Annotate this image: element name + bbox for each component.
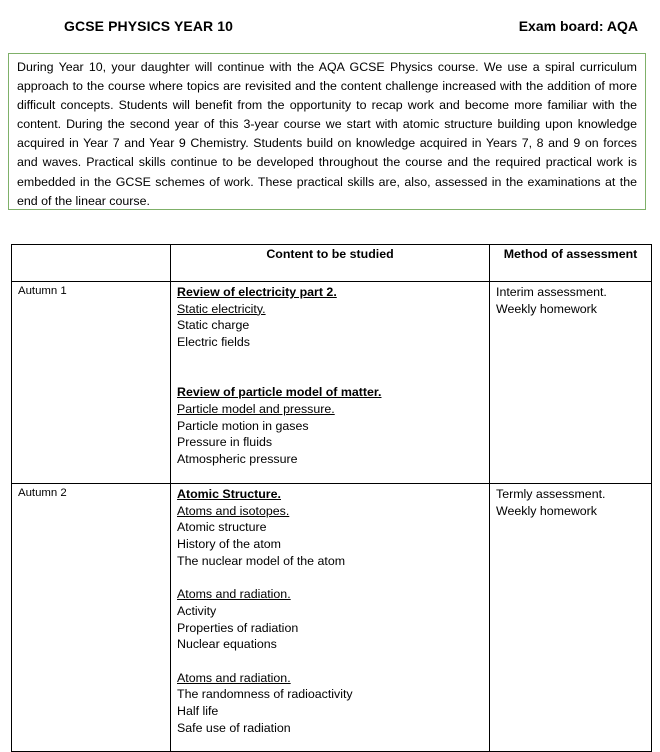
- table-row: [12, 484, 652, 752]
- topic-item: Properties of radiation: [177, 620, 299, 635]
- table-header-row: [12, 245, 652, 282]
- topic-item: Pressure in fluids: [177, 435, 273, 450]
- spacer: [177, 351, 483, 368]
- topic-item: Atomic structure: [177, 520, 267, 535]
- topic-item: The randomness of radioactivity: [177, 687, 353, 702]
- curriculum-table: [11, 244, 652, 752]
- term-column-header: [12, 245, 171, 282]
- topic-heading: Atomic Structure.: [177, 487, 281, 501]
- assessment-item: Weekly homework: [496, 301, 597, 316]
- spacer: [177, 570, 483, 587]
- topic-item: The nuclear model of the atom: [177, 553, 346, 568]
- assessment-column-header: Method of assessment: [490, 245, 652, 282]
- table-row: [12, 282, 652, 484]
- spacer: [177, 368, 483, 385]
- term-cell: Autumn 2: [12, 484, 171, 752]
- topic-item: Particle motion in gases: [177, 418, 309, 433]
- topic-item: History of the atom: [177, 537, 281, 552]
- topic-item: Electric fields: [177, 335, 250, 350]
- assessment-item: Termly assessment.: [496, 487, 606, 501]
- spacer: [177, 653, 483, 670]
- topic-subheading: Static electricity.: [177, 301, 266, 316]
- page-header: [10, 0, 650, 44]
- content-cell: [171, 484, 490, 752]
- assessment-item: Interim assessment.: [496, 285, 607, 299]
- topic-subheading: Particle model and pressure.: [177, 401, 335, 416]
- content-column-header: Content to be studied: [171, 245, 490, 282]
- exam-board-label: Exam board: AQA: [518, 18, 638, 34]
- content-cell: [171, 282, 490, 484]
- topic-item: Static charge: [177, 318, 250, 333]
- topic-item: Nuclear equations: [177, 637, 277, 652]
- topic-subheading: Atoms and radiation.: [177, 670, 291, 685]
- term-cell: Autumn 1: [12, 282, 171, 484]
- page-title: GCSE PHYSICS YEAR 10: [64, 18, 234, 34]
- assessment-item: Weekly homework: [496, 503, 597, 518]
- topic-item: Atmospheric pressure: [177, 452, 298, 466]
- topic-subheading: Atoms and isotopes.: [177, 503, 290, 518]
- topic-item: Safe use of radiation: [177, 720, 291, 735]
- assessment-cell: [490, 484, 652, 752]
- topic-item: Activity: [177, 603, 217, 618]
- topic-item: Half life: [177, 704, 219, 719]
- assessment-cell: [490, 282, 652, 484]
- topic-heading: Review of particle model of matter.: [177, 385, 382, 400]
- intro-paragraph: During Year 10, your daughter will continue with the AQA GCSE Physics course. We use a spiral curriculum approach to the course where topics are revisited and the content challenge increased with the addition of more difficult concepts. Students will benefit from the opportunity to recap work and become more familiar with the content. During the second year of this 3-year course we start with atomic structure building upon knowledge acquired in Year 7 and Year 9 Chemistry. Students build on knowledge acquired in Years 7, 8 and 9 on forces and waves. Practical skills continue to be developed throughout the course and the required practical work is embedded in the GCSE schemes of work. These practical skills are, also, assessed in the examinations at the end of the linear course.: [8, 53, 646, 210]
- topic-subheading: Atoms and radiation.: [177, 587, 291, 602]
- topic-heading: Review of electricity part 2.: [177, 285, 337, 299]
